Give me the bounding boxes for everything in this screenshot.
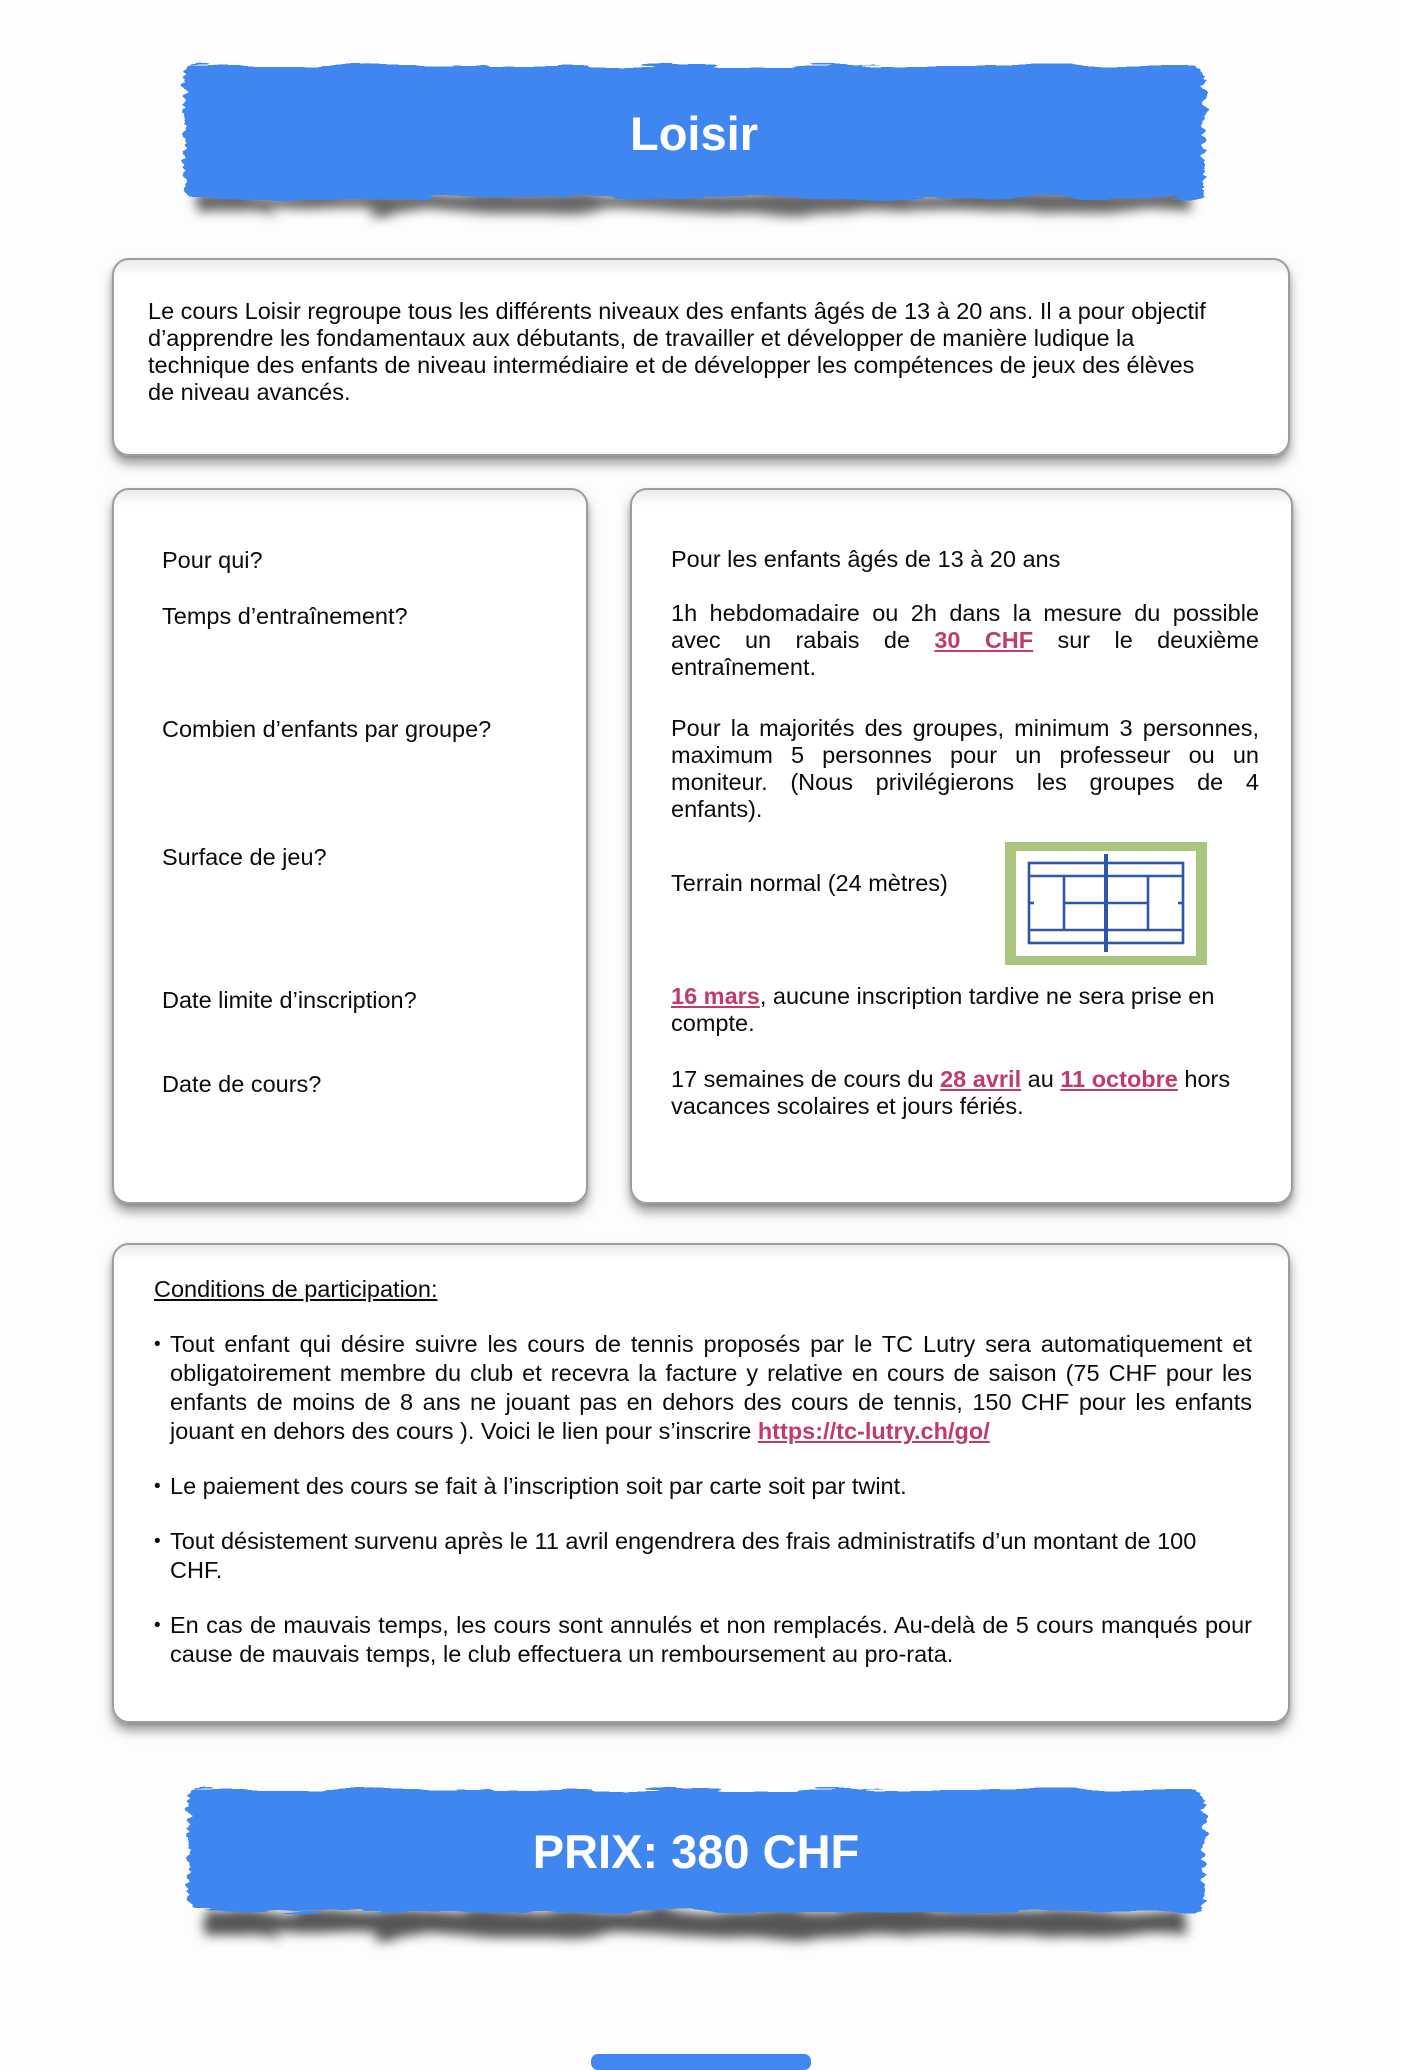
answer-dates-after: hors vacances scolaires et jours fériés.	[671, 1066, 1231, 1119]
bullet-icon: •	[154, 1615, 161, 1636]
question-deadline: Date limite d’inscription?	[162, 987, 417, 1013]
price-banner-shadow	[206, 1910, 1186, 1936]
condition-cancellation-text: Tout désistement survenu après le 11 avril engendrera des frais administratifs d’un montant de 100 CHF.	[170, 1528, 1197, 1583]
questions-card	[112, 488, 588, 1204]
condition-item-payment	[154, 1472, 1252, 1501]
bullet-icon: •	[154, 1334, 161, 1355]
bullet-icon: •	[154, 1531, 161, 1552]
question-surface: Surface de jeu?	[162, 844, 327, 870]
question-training-time: Temps d’entraînement?	[162, 603, 408, 629]
discount-amount-link: 30 CHF	[934, 627, 1034, 653]
condition-payment-text: Le paiement des cours se fait à l’inscription soit par carte soit par twint.	[170, 1473, 907, 1499]
start-date-link: 28 avril	[940, 1066, 1022, 1092]
condition-item-cancellation	[154, 1527, 1252, 1585]
end-date-link: 11 octobre	[1060, 1066, 1178, 1092]
conditions-heading: Conditions de participation:	[154, 1276, 438, 1302]
answer-dates-mid: au	[1021, 1066, 1061, 1092]
condition-item-membership	[154, 1330, 1252, 1446]
bullet-icon: •	[154, 1476, 161, 1497]
answer-who: Pour les enfants âgés de 13 à 20 ans	[671, 546, 1061, 572]
condition-weather-text: En cas de mauvais temps, les cours sont annulés et non remplacés. Au-delà de 5 cours manqués pour cause de mauvais temps, le club effectuera un remboursement au pro-rata.	[170, 1612, 1252, 1667]
condition-text	[170, 1330, 1252, 1446]
answer-training-time	[671, 600, 1259, 681]
answer-training-before: 1h hebdomadaire ou 2h dans la mesure du possible avec un rabais de	[671, 600, 1259, 653]
title-banner	[172, 58, 1216, 239]
answer-group-size: Pour la majorités des groupes, minimum 3 personnes, maximum 5 personnes pour un professeur ou un moniteur. (Nous privilégierons les groupes de 4 enfants).	[671, 715, 1259, 822]
intro-card	[112, 258, 1290, 456]
answer-surface: Terrain normal (24 mètres)	[671, 870, 948, 896]
answer-deadline-after: , aucune inscription tardive ne sera prise en compte.	[671, 983, 1215, 1036]
answer-training-after: sur le deuxième entraînement.	[671, 627, 1260, 680]
bottom-page-strip	[591, 2054, 811, 2070]
condition-item-weather	[154, 1611, 1252, 1669]
question-course-dates: Date de cours?	[162, 1071, 322, 1097]
question-group-size: Combien d’enfants par groupe?	[162, 716, 492, 742]
intro-text: Le cours Loisir regroupe tous les différents niveaux des enfants âgés de 13 à 20 ans. Il a pour objectif d’apprendre les fondamentaux aux débutants, de travailler et développer de manière ludique la technique des enfants de niveau intermédiaire et de développer les compétences de jeux des élèves de niveau avancés.	[148, 298, 1206, 405]
condition-membership-text: Tout enfant qui désire suivre les cours de tennis proposés par le TC Lutry sera automatiquement et obligatoirement membre du club et recevra la facture y relative en cours de saison (75 CHF pour les enfants de moins de 8 ans ne jouant pas en dehors des cours de tennis, 150 CHF pour les enfants jouant en dehors des cours ). Voici le lien pour s’inscrire	[170, 1331, 1252, 1444]
question-who: Pour qui?	[162, 547, 263, 573]
price-banner	[176, 1782, 1216, 1967]
conditions-card	[112, 1243, 1290, 1723]
inscription-url-link[interactable]: https://tc-lutry.ch/go/	[757, 1418, 990, 1444]
answers-card	[630, 488, 1293, 1204]
price-text: PRIX: 380 CHF	[532, 1825, 860, 1878]
page-title: Loisir	[630, 107, 758, 160]
answer-dates-before: 17 semaines de cours du	[671, 1066, 941, 1092]
deadline-date-link: 16 mars	[671, 983, 760, 1009]
answer-deadline	[671, 983, 1259, 1037]
tennis-court-image	[1005, 842, 1207, 965]
answer-course-dates	[671, 1066, 1259, 1120]
